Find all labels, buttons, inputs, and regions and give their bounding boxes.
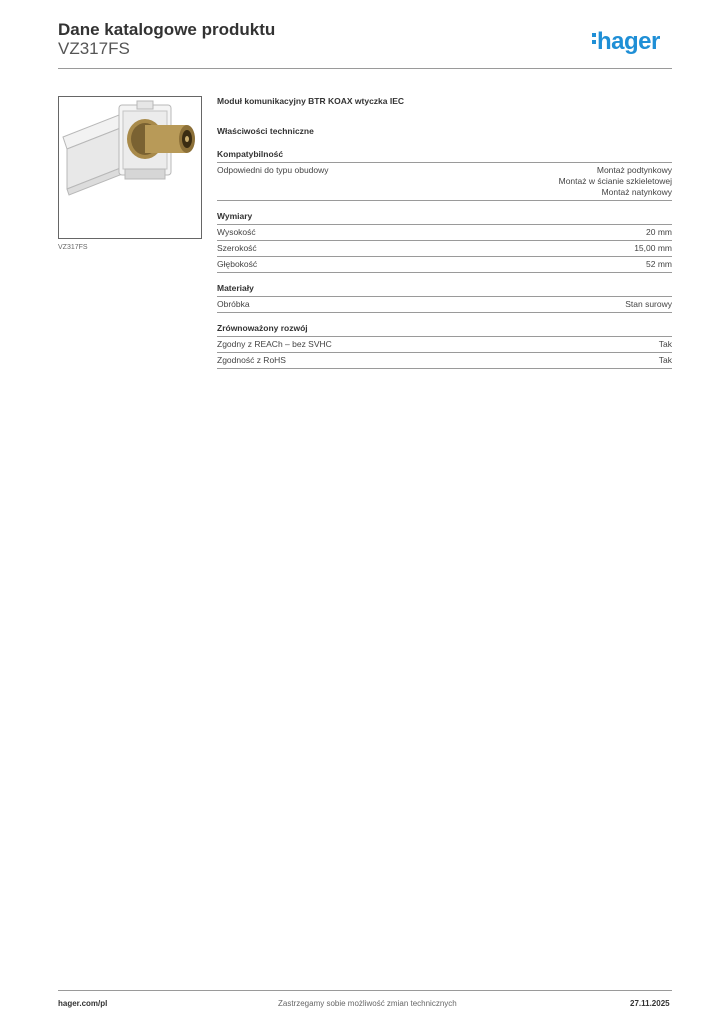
spec-label: Zgodny z REACh – bez SVHC (217, 339, 332, 349)
footer-website: hager.com/pl (58, 999, 108, 1008)
logo-text: hager (597, 28, 660, 55)
footer-date: 27.11.2025 (630, 999, 670, 1008)
spec-value: 52 mm (646, 259, 672, 269)
spec-values (646, 227, 672, 238)
spec-table (217, 336, 672, 369)
spec-value: Tak (658, 339, 672, 349)
spec-values (659, 339, 672, 350)
spec-row (217, 257, 672, 273)
spec-values (634, 243, 672, 254)
spec-value: 20 mm (646, 227, 672, 237)
spec-section (217, 323, 672, 369)
spec-sections (217, 149, 672, 369)
spec-table (217, 224, 672, 273)
spec-section (217, 211, 672, 273)
header-divider (58, 68, 672, 69)
spec-values (659, 355, 672, 366)
spec-section (217, 283, 672, 313)
spec-label: Wysokość (217, 227, 256, 237)
spec-value: Montaż natynkowy (601, 187, 672, 197)
coax-module-illustration (59, 97, 201, 238)
spec-row (217, 297, 672, 313)
spec-label: Obróbka (217, 299, 250, 309)
spec-section (217, 149, 672, 201)
product-details (217, 96, 672, 379)
spec-table (217, 296, 672, 313)
footer-disclaimer: Zastrzegamy sobie możliwość zmian technicznych (278, 999, 457, 1008)
hager-logo (592, 28, 660, 56)
logo-dots-icon (592, 33, 596, 47)
spec-value: 15,00 mm (634, 243, 672, 253)
spec-row (217, 337, 672, 353)
spec-values (625, 299, 672, 310)
section-title: Zrównoważony rozwój (217, 323, 308, 333)
spec-label: Zgodność z RoHS (217, 355, 286, 365)
spec-value: Montaż w ścianie szkieletowej (558, 176, 672, 186)
tech-properties-heading: Właściwości techniczne (217, 126, 314, 136)
spec-label: Odpowiedni do typu obudowy (217, 165, 329, 175)
image-caption: VZ317FS (58, 244, 88, 251)
page-title: Dane katalogowe produktu (58, 20, 276, 39)
product-code: VZ317FS (58, 39, 130, 58)
spec-values (646, 259, 672, 270)
spec-row (217, 225, 672, 241)
spec-values (559, 165, 672, 198)
spec-table (217, 162, 672, 201)
product-image (58, 96, 202, 239)
spec-row (217, 353, 672, 369)
spec-value: Tak (658, 355, 672, 365)
spec-value: Montaż podtynkowy (596, 165, 672, 175)
section-title: Wymiary (217, 211, 253, 221)
spec-row (217, 163, 672, 201)
product-title: Moduł komunikacyjny BTR KOAX wtyczka IEC (217, 96, 405, 106)
section-title: Kompatybilność (217, 149, 284, 159)
section-title: Materiały (217, 283, 254, 293)
spec-label: Głębokość (217, 259, 258, 269)
footer-divider (58, 990, 672, 991)
spec-value: Stan surowy (625, 299, 672, 309)
spec-label: Szerokość (217, 243, 257, 253)
spec-row (217, 241, 672, 257)
